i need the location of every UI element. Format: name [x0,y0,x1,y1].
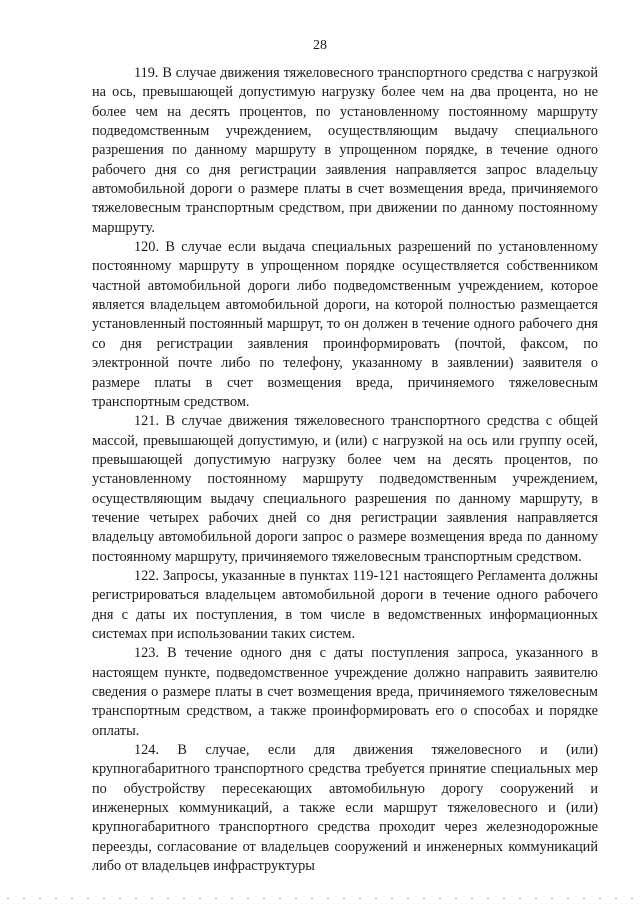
paragraph-120: 120. В случае если выдача специальных разрешений по установленному постоянному маршруту в упрощенном порядке осуществляется собственником частной автомобильной дороги либо подведомственным учреждением, которое является владельцем автомобильной дороги, на которой полностью размещается установленный постоянный маршрут, то он должен в течение одного рабочего дня со дня регистрации заявления проинформировать (почтой, факсом, по электронной почте либо по телефону, указанному в заявлении) заявителя о размере платы в счет возмещения вреда, причиняемого тяжеловесным транспортным средством. [92,239,598,410]
paragraph-123: 123. В течение одного дня с даты поступления запроса, указанного в настоящем пункте, подведомственное учреждение должно направить заявителю сведения о размере платы в счет возмещения вреда, причиняемого тяжеловесным транспортным средством, а также проинформировать его о способах и порядке оплаты. [92,645,598,739]
paragraph-119: 119. В случае движения тяжеловесного транспортного средства с нагрузкой на ось, превышающей допустимую нагрузку более чем на два процента, но не более чем на десять процентов, по установленному постоянному маршруту подведомственным учреждением, осуществляющим выдачу специального разрешения по данному маршруту в упрощенном порядке, в течение одного рабочего дня со дня регистрации заявления направляется запрос владельцу автомобильной дороги о размере платы в счет возмещения вреда, причиняемого тяжеловесным транспортным средством, при движении по данному постоянному маршруту. [92,65,598,236]
document-body [92,64,598,876]
paragraph-121: 121. В случае движения тяжеловесного транспортного средства с общей массой, превышающей допустимую, и (или) с нагрузкой на ось или группу осей, превышающей допустимую нагрузку более чем на десять процентов, по установленному постоянному маршруту подведомственным учреждением, осуществляющим выдачу специального разрешения по данному маршруту, в течение четырех рабочих дней со дня регистрации заявления направляется владельцу автомобильной дороги запрос о размере возмещения вреда по данному постоянному маршруту, причиняемого тяжеловесным транспортным средством. [92,413,598,565]
scan-edge-dots [0,896,640,900]
paragraph-122: 122. Запросы, указанные в пунктах 119-121 настоящего Регламента должны регистрироваться владельцем автомобильной дороги в течение одного рабочего дня с даты их поступления, в том числе в ведомственных информационных системах при использовании таких систем. [92,567,598,642]
paragraph-124: 124. В случае, если для движения тяжеловесного и (или) крупногабаритного транспортного средства требуется принятие специальных мер по обустройству пересекающих автомобильную дорогу сооружений и инженерных коммуникаций, а также если маршрут тяжеловесного и (или) крупногабаритного транспортного средства проходит через железнодорожные переезды, согласование от владельцев сооружений и инженерных коммуникаций либо от владельцев инфраструктуры [92,742,598,875]
page-number: 28 [313,38,327,53]
